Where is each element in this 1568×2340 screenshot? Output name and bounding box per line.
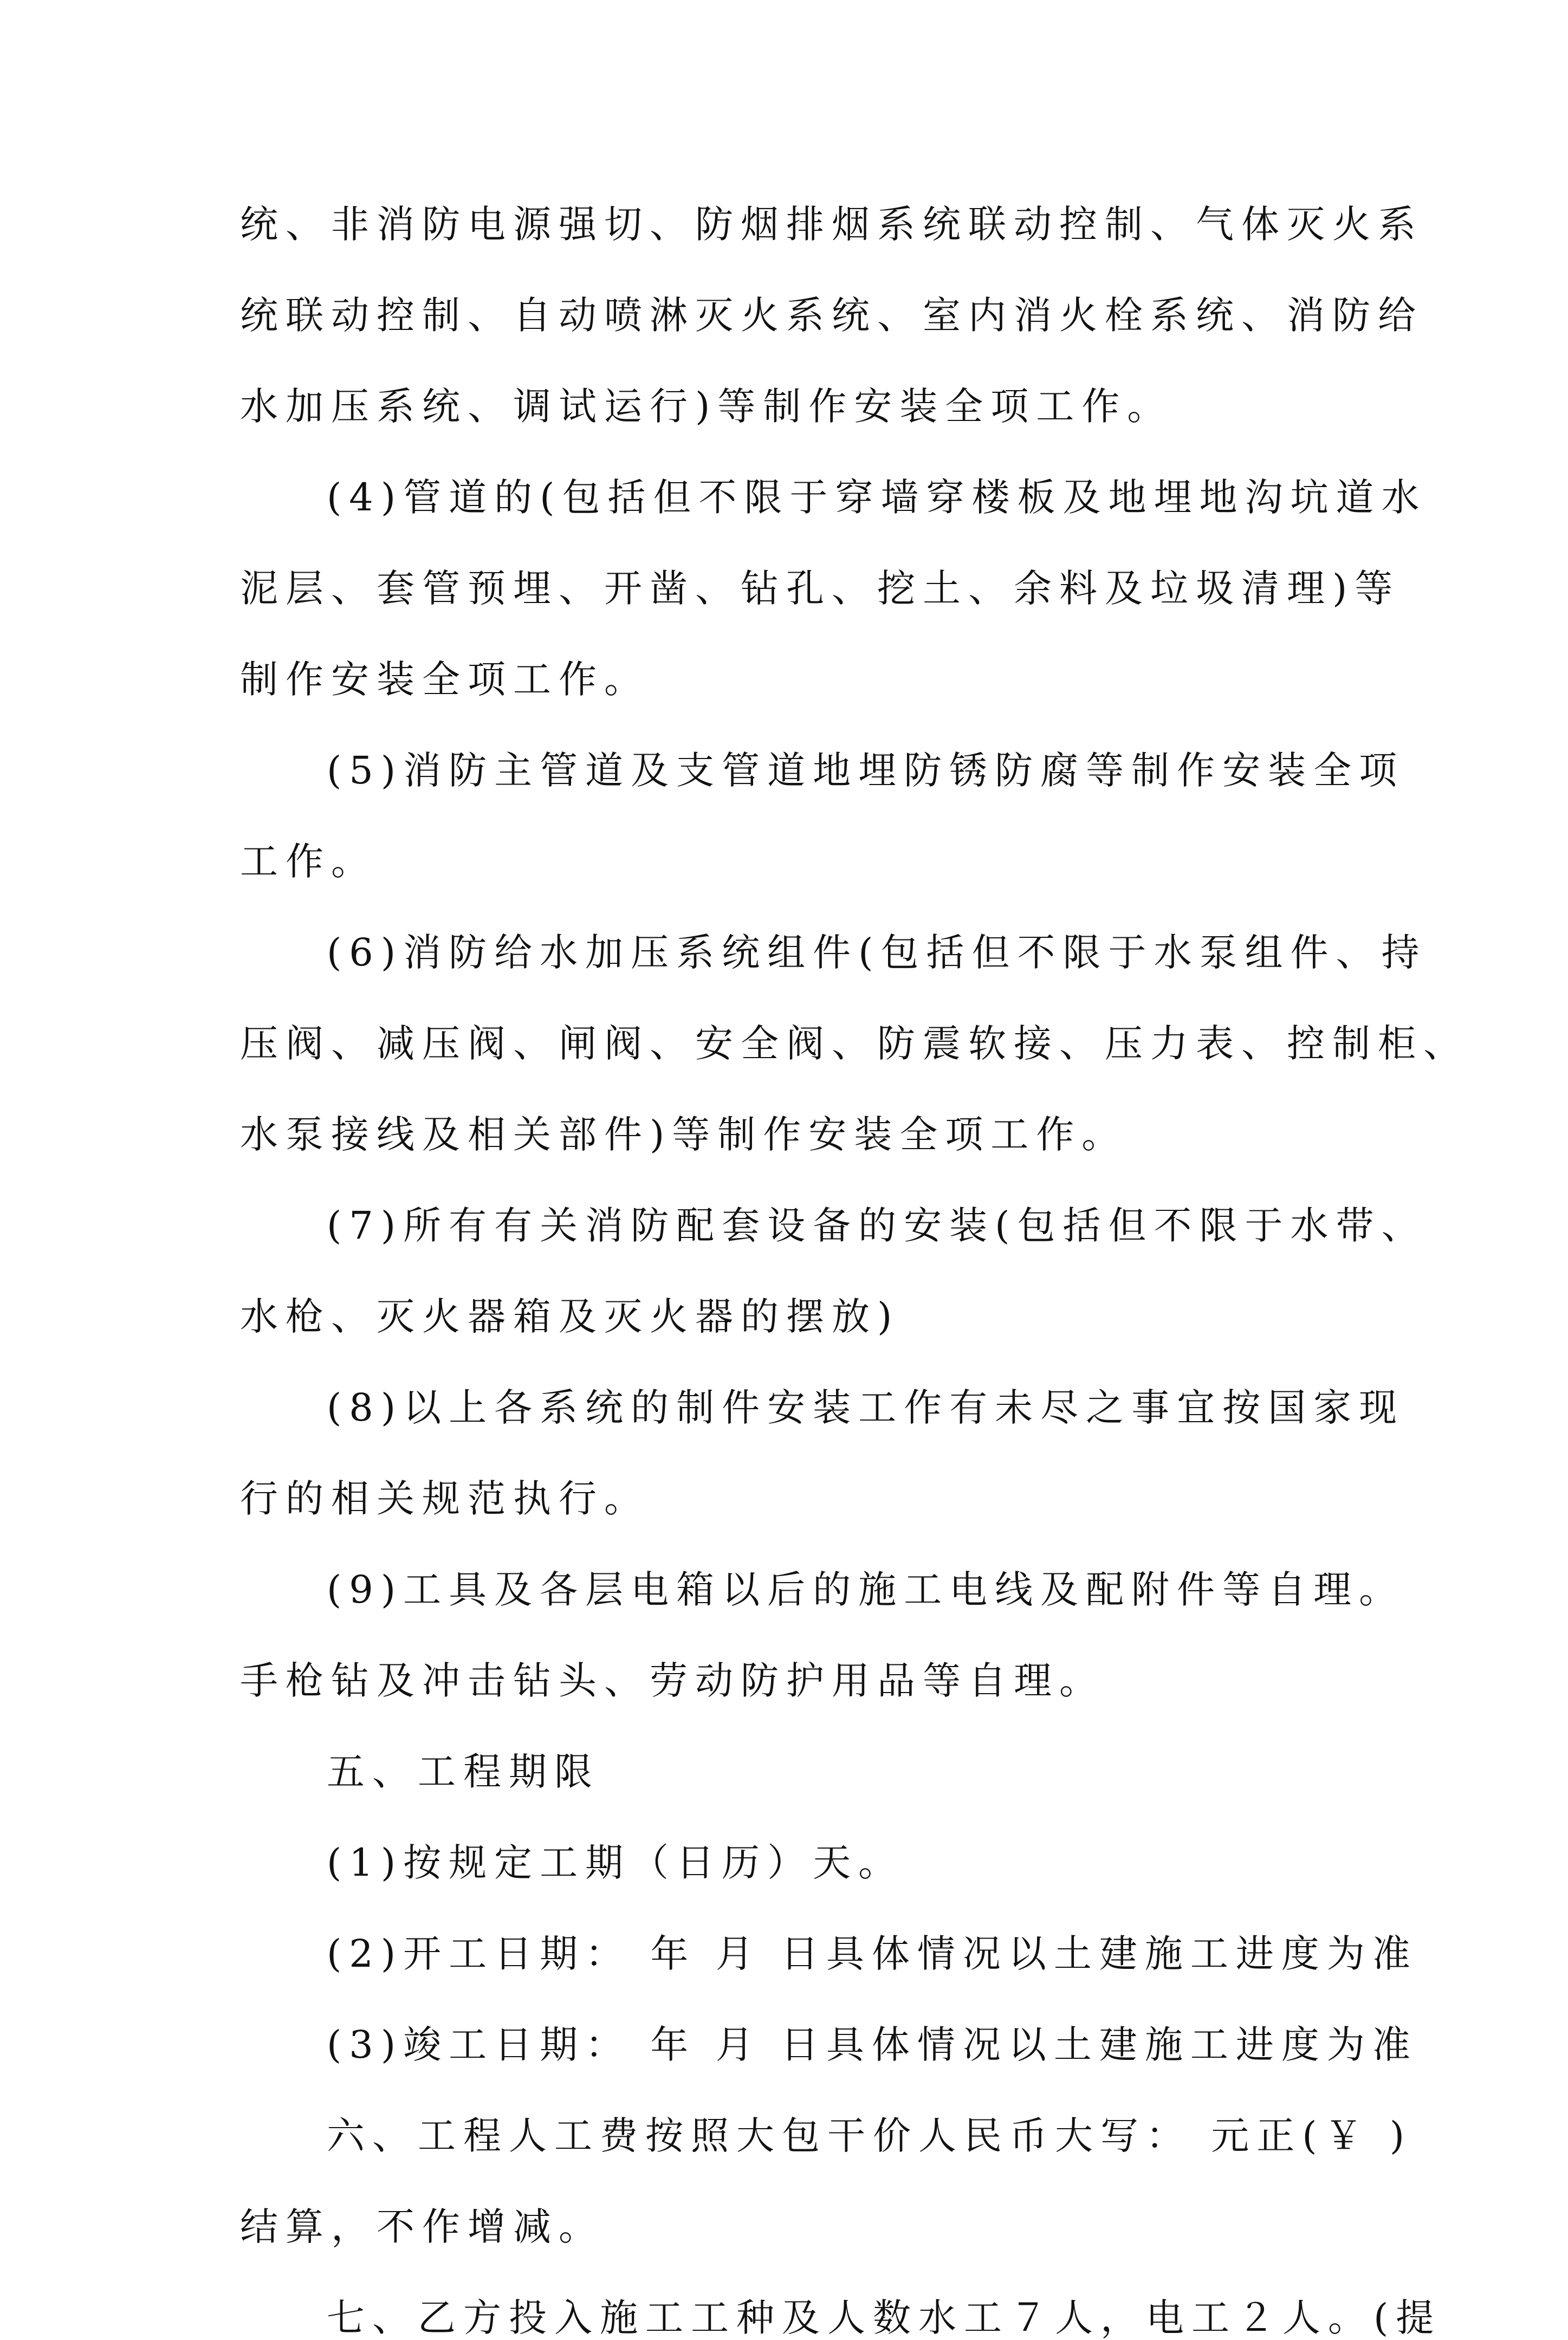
section-heading: 六、工程人工费按照大包干价人民币大写： 元正(￥ ) <box>327 2114 1413 2158</box>
text-line: 统、非消防电源强切、防烟排烟系统联动控制、气体灭火系 <box>240 202 1423 247</box>
text-line: (9)工具及各层电箱以后的施工电线及配附件等自理。 <box>327 1567 1405 1612</box>
text-line: (3)竣工日期： 年 月 日具体情况以土建施工进度为准 <box>327 2023 1418 2067</box>
text-line: 统联动控制、自动喷淋灭火系统、室内消火栓系统、消防给 <box>240 293 1423 338</box>
text-line: 手枪钻及冲击钻头、劳动防护用品等自理。 <box>240 1658 1105 1703</box>
text-line: 压阀、减压阀、闸阀、安全阀、防震软接、压力表、控制柜、 <box>240 1021 1469 1066</box>
text-line: (8)以上各系统的制件安装工作有未尽之事宜按国家现 <box>327 1385 1405 1430</box>
text-line: 水加压系统、调试运行)等制作安装全项工作。 <box>240 384 1173 429</box>
text-line: (7)所有有关消防配套设备的安装(包括但不限于水带、 <box>327 1203 1427 1248</box>
text-line: 行的相关规范执行。 <box>240 1476 650 1521</box>
text-line: 水泵接线及相关部件)等制作安装全项工作。 <box>240 1112 1128 1157</box>
section-heading: 七、乙方投入施工工种及人数水工７人，电工２人。(提 <box>327 2296 1442 2340</box>
text-line: (4)管道的(包括但不限于穿墙穿楼板及地埋地沟坑道水 <box>327 475 1427 520</box>
text-line: 制作安装全项工作。 <box>240 657 650 702</box>
text-line: 泥层、套管预埋、开凿、钻孔、挖土、余料及垃圾清理)等 <box>240 566 1401 611</box>
text-line: 工作。 <box>240 839 377 884</box>
text-line: (6)消防给水加压系统组件(包括但不限于水泵组件、持 <box>327 930 1427 975</box>
text-line: (1)按规定工期（日历）天。 <box>327 1840 904 1885</box>
text-line: 水枪、灭火器箱及灭火器的摆放) <box>240 1294 900 1339</box>
text-line: (5)消防主管道及支管道地埋防锈防腐等制作安装全项 <box>327 748 1405 793</box>
text-line: 结算，不作增减。 <box>240 2205 604 2249</box>
section-heading: 五、工程期限 <box>327 1749 600 1794</box>
text-line: (2)开工日期： 年 月 日具体情况以土建施工进度为准 <box>327 1931 1418 1976</box>
